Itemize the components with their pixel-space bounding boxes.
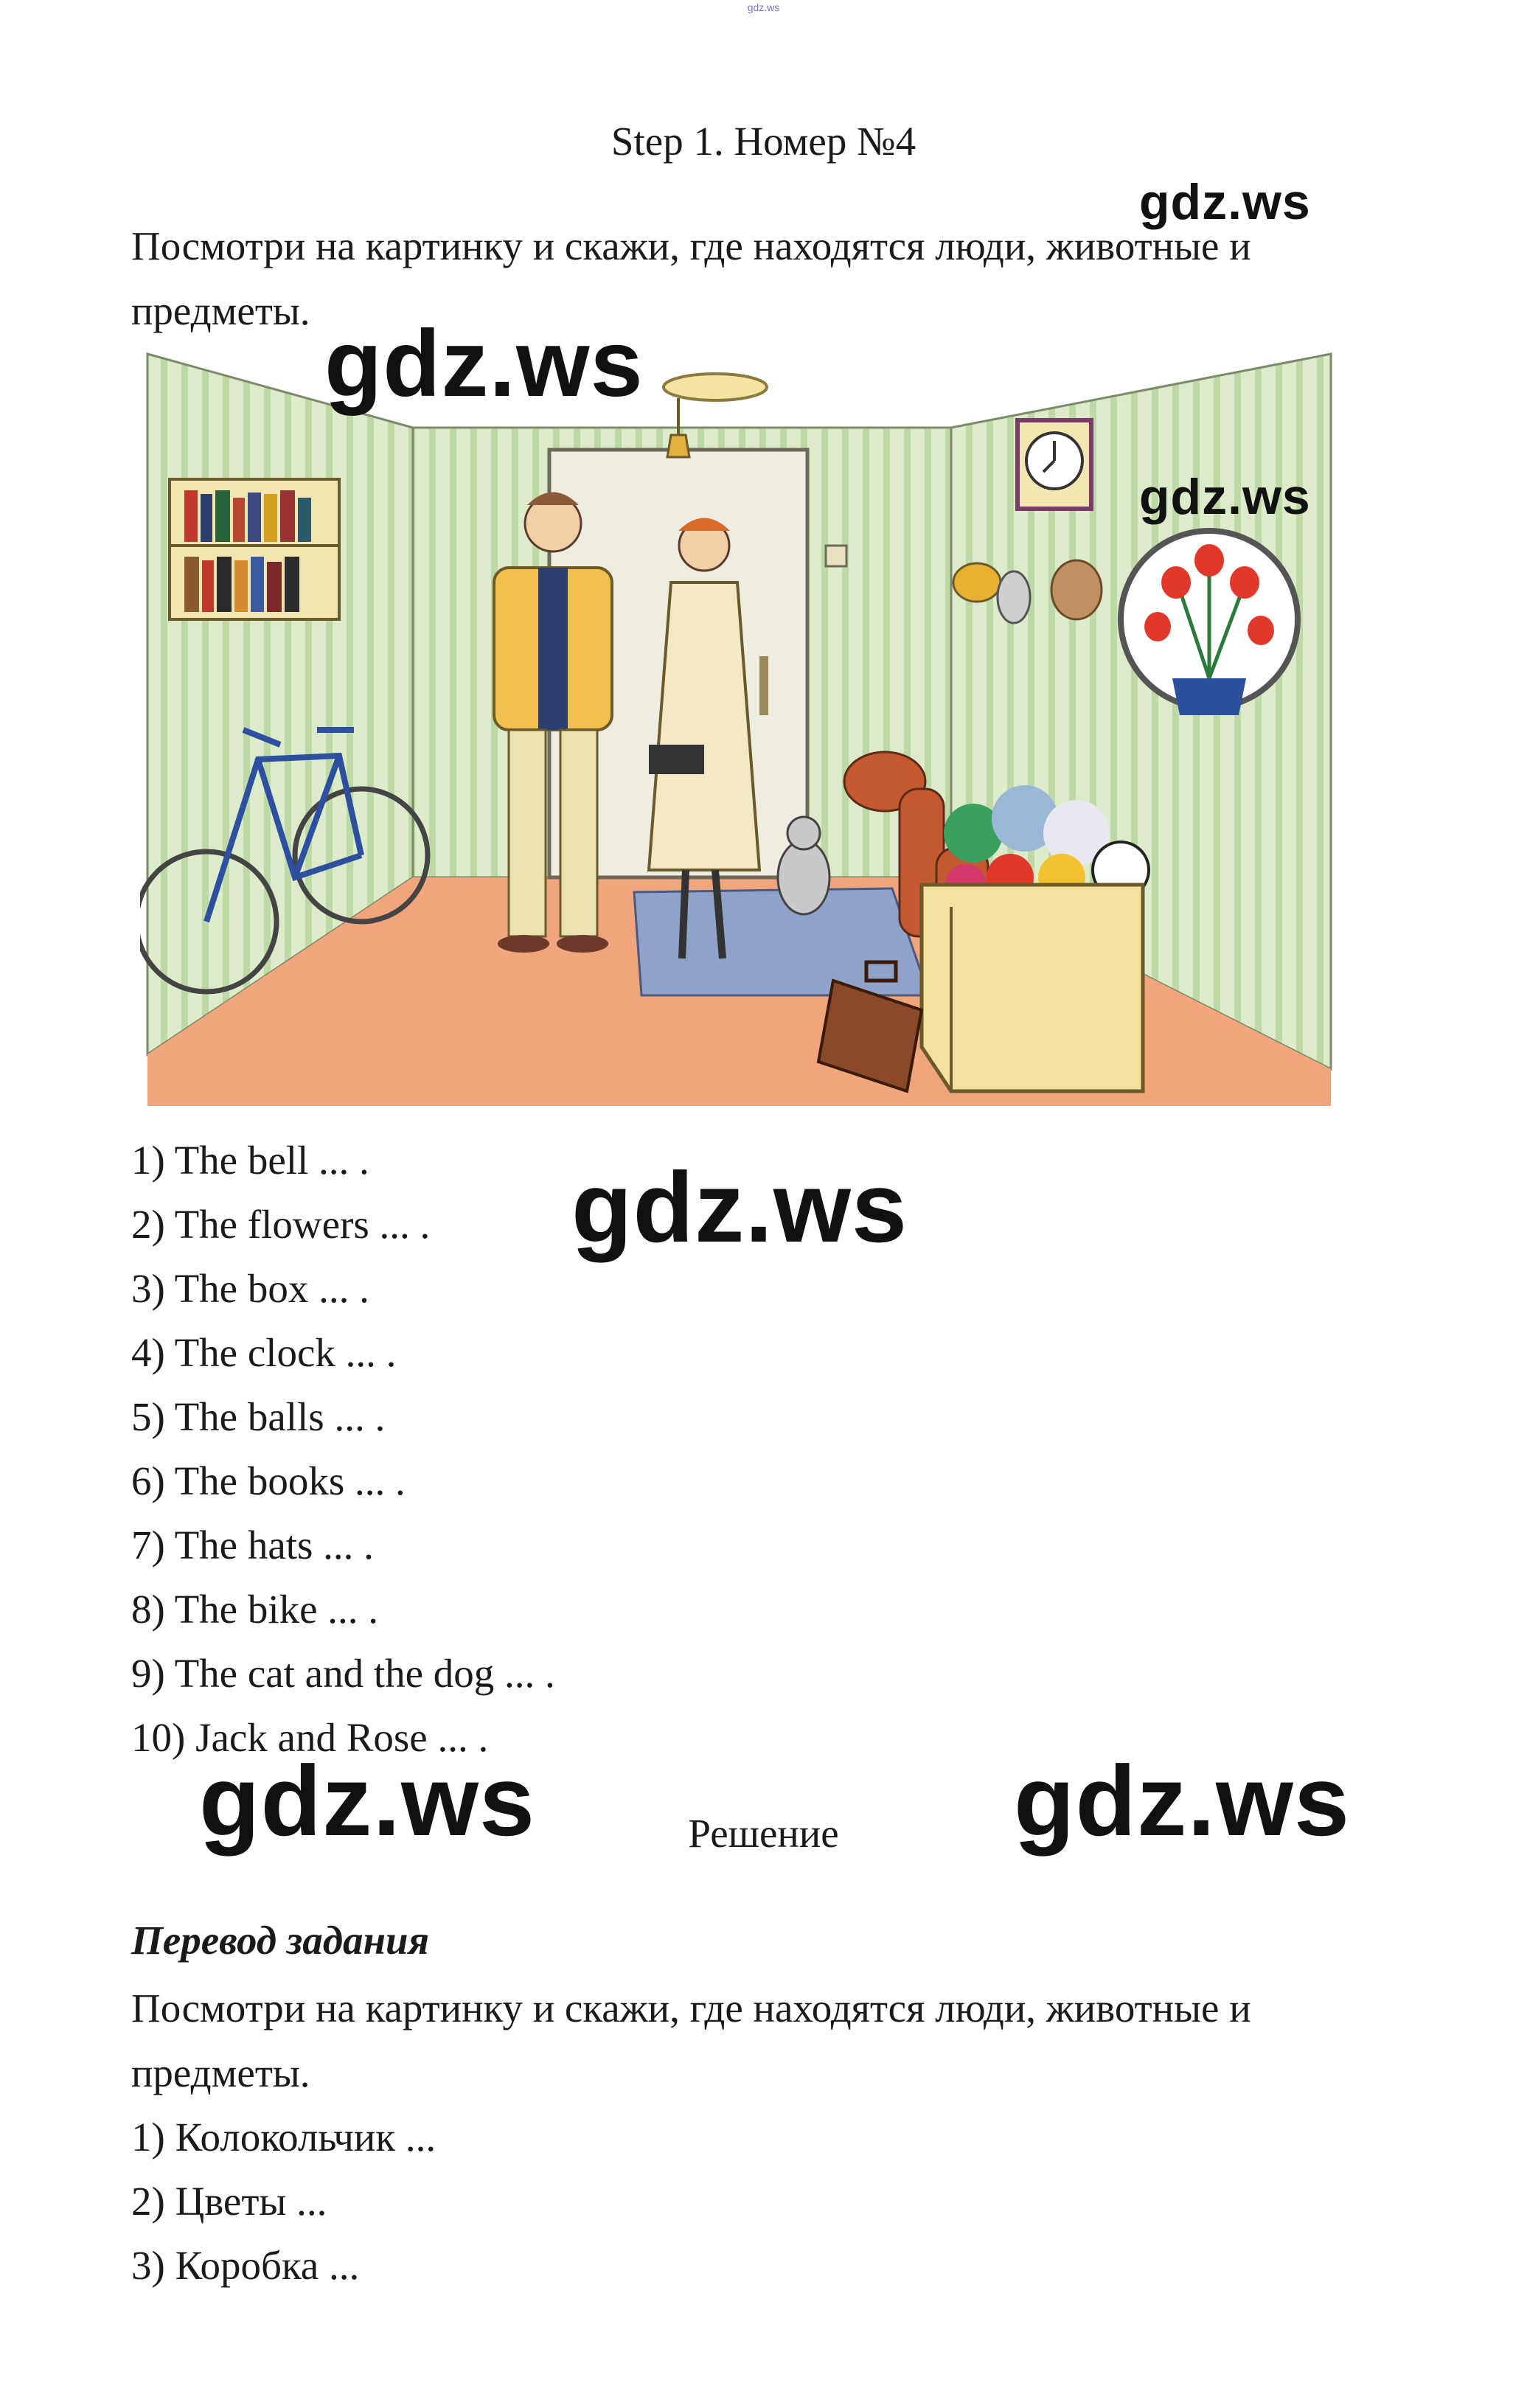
watermark: gdz.ws [571, 1152, 908, 1263]
task-item: 10) Jack and Rose ... . [131, 1715, 489, 1760]
task-item: 1) The bell ... . [131, 1138, 369, 1183]
task-item: 3) The box ... . [131, 1266, 369, 1311]
translation-item: 3) Коробка ... [131, 2243, 360, 2288]
task-item: 8) The bike ... . [131, 1587, 379, 1632]
watermark: gdz.ws [199, 1745, 536, 1857]
task-instruction: Посмотри на картинку и скажи, где находятся люди, животные и предметы. [131, 223, 1251, 333]
watermark: gdz.ws [1014, 1745, 1351, 1857]
task-item: 5) The balls ... . [131, 1394, 386, 1439]
ceiling-lamp [664, 374, 767, 400]
clock [1018, 420, 1091, 509]
watermark: gdz.ws [324, 311, 644, 417]
bookshelf [170, 479, 339, 619]
translation-item: 2) Цветы ... [131, 2179, 327, 2224]
task-item: 9) The cat and the dog ... . [131, 1651, 555, 1696]
page-title: Step 1. Номер №4 [611, 119, 916, 164]
task-item: 6) The books ... . [131, 1458, 406, 1503]
solution-label: Решение [688, 1811, 839, 1856]
hallway-illustration [140, 347, 1335, 1106]
translation-item: 1) Колокольчик ... [131, 2115, 436, 2160]
task-item: 4) The clock ... . [131, 1330, 397, 1375]
translation-text: Посмотри на картинку и скажи, где находятся люди, животные и предметы. [131, 1986, 1251, 2095]
watermark: gdz.ws [1139, 469, 1311, 525]
task-item: 7) The hats ... . [131, 1523, 374, 1567]
translation-heading: Перевод задания [131, 1918, 429, 1963]
watermark: gdz.ws [1139, 174, 1311, 230]
top-watermark: gdz.ws [747, 1, 780, 13]
task-item: 2) The flowers ... . [131, 1202, 431, 1247]
